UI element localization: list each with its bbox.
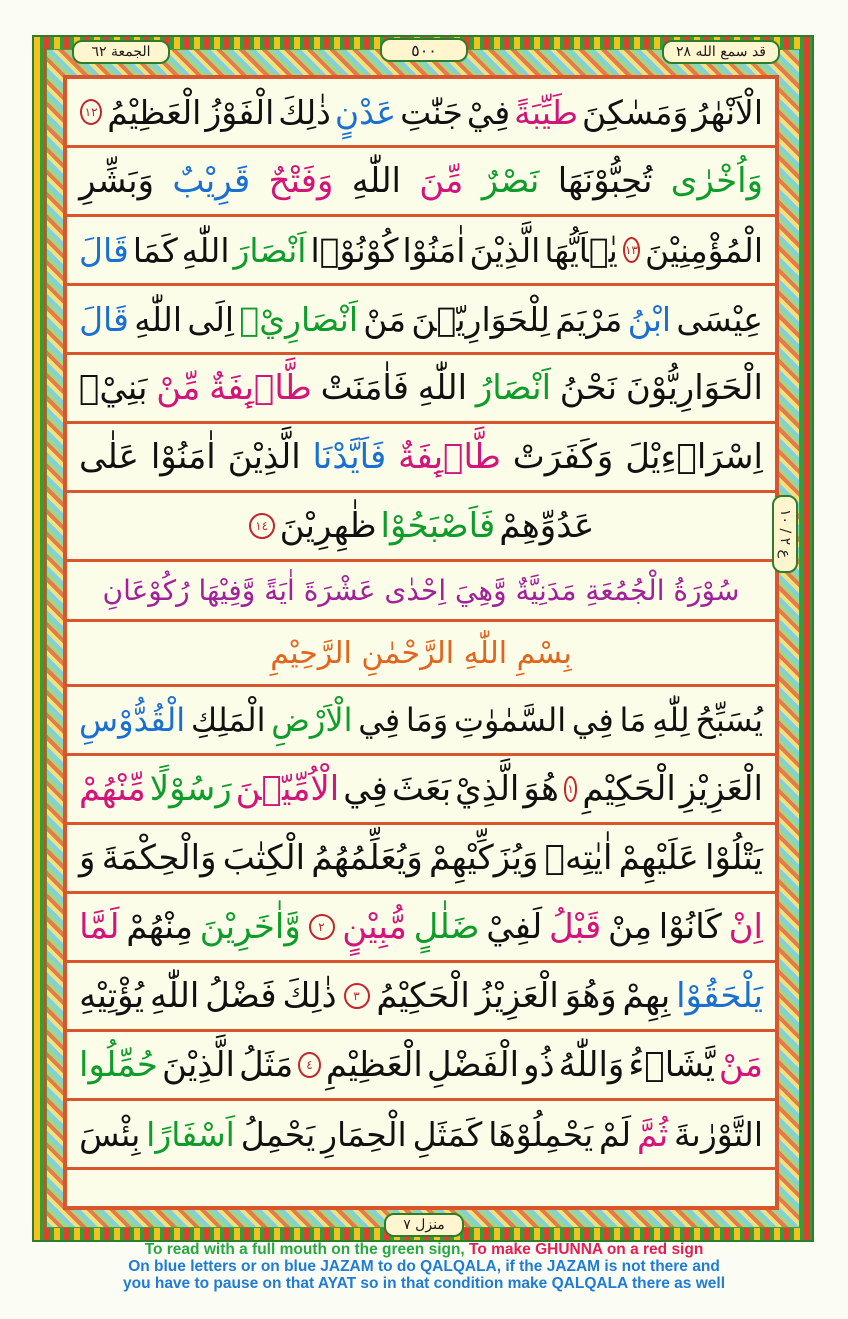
- word: كَمَثَلِ: [412, 1114, 483, 1154]
- word: وَ: [79, 838, 96, 878]
- word: ابْنُ: [627, 299, 672, 339]
- legend-line-3: you have to pause on that AYAT so in that condition make QALQALA there as well: [122, 1275, 726, 1292]
- word: الْعَزِيْزِ: [679, 769, 763, 809]
- word: ذٰلِكَ: [282, 976, 337, 1016]
- word: وَمَسٰكِنَ: [582, 92, 689, 132]
- word: الْاَرْضِ: [271, 701, 353, 739]
- manzil-label: منزل ٧: [384, 1213, 464, 1237]
- word: حُمِّلُوا: [79, 1045, 158, 1085]
- word: بِئْسَ: [79, 1114, 141, 1154]
- surah-title-line: [67, 562, 775, 622]
- word: يُسَبِّحُ: [695, 701, 763, 739]
- word: الَّذِيْنَ: [469, 230, 541, 270]
- word: هُوَ: [523, 769, 559, 809]
- word: ثُمَّ: [636, 1114, 669, 1154]
- word: الَّذِيْنَ: [227, 437, 301, 477]
- word: طَيِّبَةً: [514, 92, 578, 132]
- word: طَّاۤىِٕفَةٌ: [209, 368, 312, 408]
- word: بَنِيْۤ: [79, 368, 148, 408]
- bismillah: بِسْمِ اللّٰهِ الرَّحْمٰنِ الرَّحِيْمِ: [270, 635, 572, 671]
- word: مَنْ: [363, 299, 407, 339]
- word: اِلَى: [187, 299, 235, 339]
- word: وَهُوَ: [564, 976, 617, 1016]
- word: لِلّٰهِ: [652, 701, 690, 739]
- word: طَّاۤىِٕفَةٌ: [398, 437, 501, 477]
- verse-line: [67, 148, 775, 217]
- surah-name-label: الجمعة ٦٢: [72, 40, 170, 64]
- word: لَمَّا: [79, 907, 120, 947]
- word: اللّٰهِ: [181, 230, 230, 270]
- word: اٰمَنُوْا: [402, 230, 466, 270]
- word: كَمَا: [132, 230, 178, 270]
- verse-lines: [67, 79, 775, 1170]
- word: مَنْ: [718, 1045, 763, 1085]
- word: لِلْحَوَارِيّٖنَ: [411, 299, 550, 339]
- word: فَاَيَّدْنَا: [312, 437, 387, 477]
- word: يَحْمِلُوْهَا: [488, 1114, 594, 1154]
- word: يَّشَاۤءُ: [628, 1045, 715, 1085]
- word: ذُو: [523, 1045, 555, 1085]
- word: نَحْنُ: [559, 368, 618, 408]
- ayah-number-marker: ٢: [309, 914, 335, 940]
- word: وَّاٰخَرِيْنَ: [199, 907, 301, 947]
- word: الْقُدُّوْسِ: [79, 701, 186, 739]
- word: قَالَ: [79, 230, 129, 270]
- word: اَنْصَارِيْۤ: [239, 299, 358, 339]
- verse-line: [67, 1032, 775, 1101]
- word: فِي: [571, 701, 614, 739]
- verse-line: [67, 756, 775, 825]
- word: لَفِيْ: [486, 907, 543, 947]
- word: لَمْ: [599, 1114, 632, 1154]
- word: اٰمَنُوْا: [150, 437, 216, 477]
- word: عَلٰى: [79, 437, 139, 477]
- word: وَاُخْرٰى: [670, 161, 763, 201]
- word: مِّنَ: [419, 161, 464, 201]
- surah-title: سُوْرَةُ الْجُمُعَةِ مَدَنِيَّةٌ وَّهِيَ اِحْدٰى عَشْرَةَ اٰيَةً وَّفِيْهَا رُكُوْعَانِ: [102, 574, 740, 607]
- ayah-number-marker: ١٤: [249, 513, 275, 539]
- word: بَعَثَ: [391, 769, 452, 809]
- word: وَفَتْحٌ: [268, 161, 334, 201]
- word: وَاللّٰهُ: [558, 1045, 625, 1085]
- word: يٰۤاَيُّهَا: [544, 230, 618, 270]
- word: يَحْمِلُ: [240, 1114, 316, 1154]
- word: الْفَوْزُ: [205, 92, 275, 132]
- word: الْعَظِيْمُ: [107, 92, 202, 132]
- word: مِّنْهُمْ: [79, 769, 146, 809]
- verse-line: [67, 963, 775, 1032]
- word: اٰيٰتِهٖ: [544, 838, 613, 878]
- ayah-number-marker: ٤: [298, 1052, 321, 1078]
- word: اِنْ: [728, 907, 763, 947]
- word: الَّذِيْنَ: [161, 1045, 235, 1085]
- word: قَبْلُ: [548, 907, 602, 947]
- word: عَدْنٍ: [334, 92, 397, 132]
- word: اَنْصَارَ: [233, 230, 307, 270]
- juz-name-label: قد سمع الله ٢٨: [662, 40, 780, 64]
- word: وَيُعَلِّمُهُمُ: [311, 838, 423, 878]
- verse-line: [67, 286, 775, 355]
- legend-red-text: To make GHUNNA on a red sign: [469, 1241, 704, 1258]
- word: مُّبِيْنٍ: [342, 907, 407, 947]
- word: اللّٰهِ: [351, 161, 401, 201]
- word: فَاٰمَنَتْ: [320, 368, 410, 408]
- word: الْمُؤْمِنِيْنَ: [644, 230, 763, 270]
- verse-line: [67, 894, 775, 963]
- word: وَكَفَرَتْ: [512, 437, 614, 477]
- verse-line: [67, 825, 775, 894]
- word: فِي: [343, 769, 388, 809]
- legend-line-1: [0, 1241, 848, 1258]
- word: الْفَضْلِ: [426, 1045, 520, 1085]
- word: الْحَكِيْمِ: [582, 769, 676, 809]
- word: ضَلٰلٍ: [413, 907, 480, 947]
- verse-line: [67, 217, 775, 286]
- word: فَضْلُ: [205, 976, 277, 1016]
- word: عِيْسَى: [676, 299, 763, 339]
- word: الْاَنْهٰرُ: [692, 92, 763, 132]
- word: مِنْ: [607, 907, 653, 947]
- word: اَنْصَارُ: [475, 368, 552, 408]
- page-number: ٥٠٠: [380, 38, 468, 62]
- word: الْحِمَارِ: [321, 1114, 407, 1154]
- word: يُؤْتِيْهِ: [79, 976, 145, 1016]
- word: السَّمٰوٰتِ: [453, 701, 567, 739]
- word: كُوْنُوْۤا: [310, 230, 399, 270]
- word: اللّٰهِ: [134, 299, 183, 339]
- tajweed-legend: [0, 1241, 848, 1292]
- word: مَرْيَمَ: [555, 299, 623, 339]
- word: وَمَا: [405, 701, 449, 739]
- verse-line: [67, 493, 775, 562]
- word: وَيُزَكِّيْهِمْ: [428, 838, 539, 878]
- word: اللّٰهِ: [149, 976, 200, 1016]
- word: مِنْهُمْ: [126, 907, 194, 947]
- word: الْمَلِكِ: [190, 701, 266, 739]
- word: عَلَيْهِمْ: [618, 838, 699, 878]
- legend-green-text: To read with a full mouth on the green sign,: [144, 1241, 470, 1258]
- verse-line: [67, 355, 775, 424]
- verse-line: [67, 687, 775, 756]
- ayah-number-marker: ٣: [344, 983, 370, 1009]
- verse-line: [67, 424, 775, 493]
- word: وَبَشِّرِ: [79, 161, 155, 201]
- bismillah-line: [67, 622, 775, 687]
- word: مَثَلُ: [238, 1045, 294, 1085]
- word: الْحَكِيْمُ: [376, 976, 470, 1016]
- word: الْحَوَارِيُّوْنَ: [625, 368, 763, 408]
- word: رَسُوْلًا: [149, 769, 232, 809]
- ayah-number-marker: ١: [564, 776, 578, 802]
- legend-line-2: On blue letters or on blue JAZAM to do QALQALA, if the JAZAM is not there and: [128, 1258, 720, 1275]
- word: وَالْحِكْمَةَ: [101, 838, 217, 878]
- word: جَنّٰتِ: [400, 92, 463, 132]
- word: يَتْلُوْا: [705, 838, 763, 878]
- word: ذٰلِكَ: [278, 92, 331, 132]
- word: قَرِيْبٌ: [172, 161, 251, 201]
- word: مِّنْ: [156, 368, 201, 408]
- word: الْاُمِّيّٖنَ: [235, 769, 340, 809]
- word: تُحِبُّوْنَهَا: [557, 161, 653, 201]
- word: الَّذِيْ: [455, 769, 520, 809]
- ruku-marker: ع ٢ / ١٠: [772, 495, 798, 573]
- word: ظٰهِرِيْنَ: [279, 506, 377, 546]
- word: الْكِتٰبَ: [222, 838, 306, 878]
- word: فِيْ: [466, 92, 511, 132]
- word: الْعَزِيْزُ: [475, 976, 559, 1016]
- word: مَا: [619, 701, 647, 739]
- verse-line: [67, 79, 775, 148]
- word: الْعَظِيْمِ: [325, 1045, 423, 1085]
- word: كَانُوْا: [658, 907, 722, 947]
- word: قَالَ: [79, 299, 129, 339]
- word: يَلْحَقُوْا: [676, 976, 763, 1016]
- word: اَسْفَارًا: [146, 1114, 235, 1154]
- word: عَدُوِّهِمْ: [499, 506, 595, 546]
- word: فِي: [358, 701, 401, 739]
- word: بِهِمْ: [622, 976, 671, 1016]
- word: نَصْرٌ: [481, 161, 540, 201]
- word: اِسْرَاۤءِيْلَ: [625, 437, 763, 477]
- verse-line: [67, 1101, 775, 1170]
- word: فَاَصْبَحُوْا: [380, 506, 496, 546]
- ayah-number-marker: ١٣: [623, 237, 640, 263]
- word: اللّٰهِ: [417, 368, 468, 408]
- word: التَّوْرٰىةَ: [673, 1114, 763, 1154]
- ayah-number-marker: ١٢: [80, 99, 102, 125]
